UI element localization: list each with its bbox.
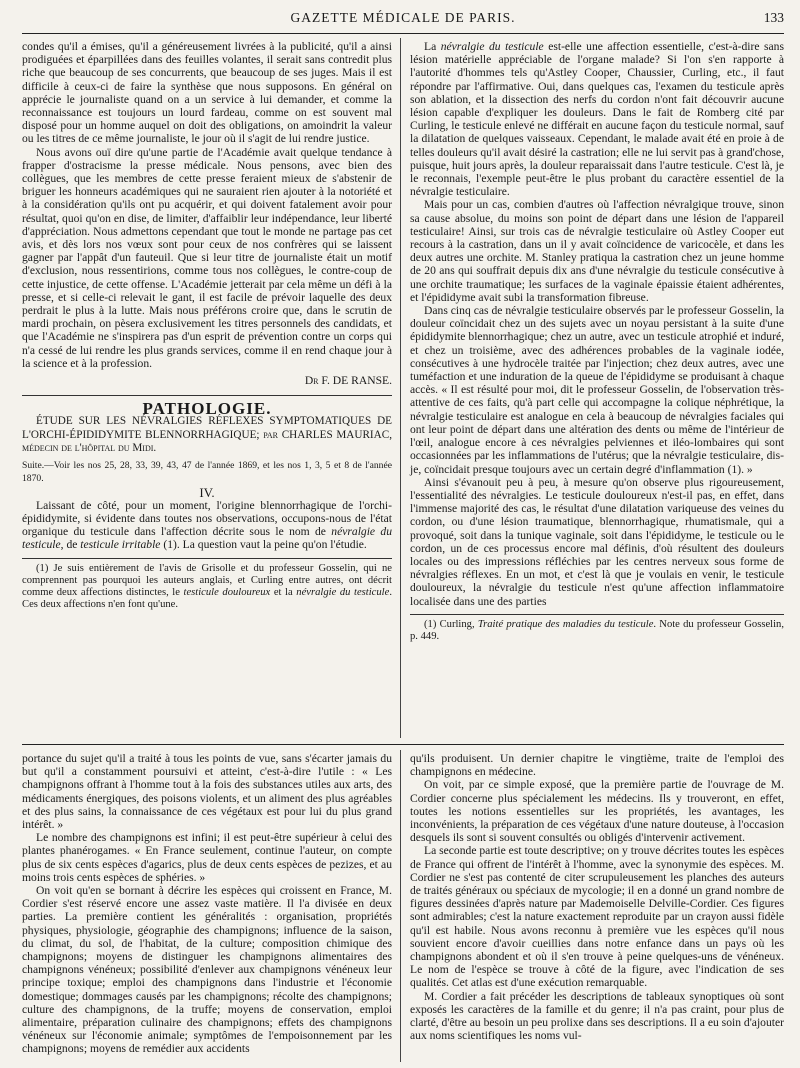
left-paragraph-2: Nous avons ouï dire qu'une partie de l'Académie avait quelque tendance à frapper d'ostracisme la presse médicale. Nous pensons, avec bien des collègues, que les membres de cette presse feraient mieux de s'abstenir de briguer les honneurs académiques qui ne sauraient rien ajouter à la notoriété et à la considération qu'ils ont pu acquérir, et qui doivent fatalement avoir pour résultat, quoi qu'on en dise, de limiter, d'affaiblir leur indépendance, leur liberté d'appréciation. Nous admettons cependant que tout le monde ne partage pas cet avis, et dès lors nos vœux sont pour ceux de nos confrères qui se laissent gagner par l'appât d'un fauteuil. Que si leur titre de journaliste était un motif d'exclusion, nous ressentirions, comme tous nos collègues, le contre-coup de cette injustice, de cette offense. L'Académie jetterait par cela même un défi à la presse, et si celle-ci relevait le gant, il est facile de prévoir laquelle des deux perdrait le plus à la lutte. Mais nous préférons croire que, dans le scrutin de mardi prochain, on pèsera exclusivement les titres personnels des candidats, et que l'Académie ne s'inspirera pas d'un esprit de prévention contre un corps qui n'a cessé de lui rendre les plus grands services, comme il en rend chaque jour à la science et à la profession. — [22, 145, 392, 370]
section-separator — [22, 395, 392, 396]
section-title: PATHOLOGIE. — [142, 399, 272, 419]
text-run: Laissant de côté, pour un moment, l'origine blennorrhagique de l'orchi-épididymite, si évidente dans toutes nos observations, occupons-nous de l'état organique du testicule dans l'affection décrite sous le nom de — [22, 498, 392, 539]
right-footnote — [410, 619, 784, 643]
bottom-left-paragraph-1: portance du sujet qu'il a traité à tous les points de vue, sans s'écarter jamais du but qu'il a constamment poursuivi et atteint, c'est-à-dire l'utile : « Les champignons offrant à l'homme tout à la fois des substances utiles aux arts, des médicaments énergiques, des poisons violents, et un aliment des plus agréables et des plus sains, la connaissance de ces végétaux est pour lui du plus grand intérêt. » — [22, 752, 392, 832]
text-run: La — [424, 40, 441, 53]
page-number: 133 — [763, 10, 784, 25]
italic-term: Traité pratique des maladies du testicule — [477, 618, 654, 630]
italic-term: testicule irritable — [80, 538, 161, 552]
article-title: ÉTUDE SUR LES NÉVRALGIES RÉFLEXES SYMPTOMATIQUES DE L'ORCHI-ÉPIDIDYMITE BLENNORRHAGIQUE; par CHARLES MAURIAC, médecin de l'hôpital du Midi. — [22, 415, 392, 454]
left-paragraph-3 — [22, 499, 392, 552]
right-paragraph-1 — [410, 40, 784, 198]
bottom-right-paragraph-2: On voit, par ce simple exposé, que la première partie de l'ouvrage de M. Cordier concerne plus spécialement les médecins. Ils y trouveront, en effet, toutes les notions essentielles sur les propriétés, les avantages, les inconvénients, la préparation de ces végétaux d'une nature douteuse, à l'occasion desquels ils sont si souvent consultés ou obligés d'intervenir activement. — [410, 778, 784, 845]
italic-term: névralgie du testicule — [22, 525, 393, 552]
bottom-right-column — [410, 752, 784, 1042]
header-rule — [22, 33, 784, 34]
right-paragraph-2: Mais pour un cas, combien d'autres où l'affection névralgique trouve, sinon sa cause absolue, du moins son point de départ dans une lésion de l'appareil testiculaire! Ainsi, sur trois cas de névralgie testiculaire où Astley Cooper eut recours à la castration, dans un il y avait coïncidence de varicocèle, et dans les deux autres une orchite. M. Stanley pratiqua la castration chez un jeune homme de 20 ans qui souffrait depuis dix ans d'une névralgie du testicule consécutive à une orchite traumatique; les surfaces de la vaginale épaissie étaient adhérentes, et l'épididyme avait subi la transformation fibreuse. — [410, 198, 784, 304]
text-run: (1) Je suis entièrement de l'avis de Grisolle et du professeur Gosselin, qui ne comprennent pas pourquoi les auteurs anglais, et Curling entre autres, ont décrit comme deux affections distinctes, le — [22, 562, 392, 598]
text-run: , de — [60, 538, 81, 552]
bottom-left-column — [22, 752, 392, 1056]
feuilleton-rule — [22, 744, 784, 745]
page-header — [22, 10, 784, 30]
bottom-right-paragraph-4: M. Cordier a fait précéder les descriptions de tableaux synoptiques où sont exposés les caractères de la famille et du genre; il n'a pas craint, pour plus de clarté, d'être au besoin un peu prolixe dans ses descriptions. Il a eu soin d'ajouter aux noms scientifiques les noms vul- — [410, 989, 784, 1043]
text-run: . Note du professeur Gosselin, p. 449. — [410, 618, 784, 642]
article-continuation-note: Suite.—Voir les nos 25, 28, 33, 39, 43, 47 de l'année 1869, et les nos 1, 3, 5 et 8 de l'année 1870. — [22, 460, 392, 485]
column-divider — [400, 38, 401, 738]
italic-term: névralgie du testicule — [296, 586, 390, 598]
chapter-number: IV. — [199, 484, 215, 500]
bottom-right-paragraph-1: qu'ils produisent. Un dernier chapitre le vingtième, traite de l'emploi des champignons en médecine. — [410, 752, 784, 779]
footnote-rule — [22, 558, 392, 559]
left-paragraph-1: condes qu'il a émises, qu'il a généreusement livrées à la publicité, qu'il a ainsi prodiguées et éparpillées dans des feuilles volantes, il serait sans contredit plus riche que beaucoup de ses concurrents, que beaucoup de ses juges. Mais il est difficile à ceux-ci de faire la synthèse que nous supposons. En général on apprécie le journaliste quand on a un service à lui demander, et comme la reconnaissance est toujours un lourd fardeau, comme on est souvent mal disposé pour un homme auquel on doit des obligations, on amoindrit la valeur ou les titres de ce même journaliste, le jour où il s'agit de lui rendre justice. — [22, 40, 392, 146]
footnote-rule — [410, 614, 784, 615]
italic-term: névralgie du testicule — [440, 40, 544, 53]
bottom-left-paragraph-2: Le nombre des champignons est infini; il est peut-être supérieur à celui des plantes phanérogames. « En France seulement, continue l'auteur, on compte plus de six cents espèces d'agarics, plus de deux cents espèces de pezizes, et au moins trois cents espèces de sphéries. » — [22, 831, 392, 884]
column-divider-bottom — [400, 750, 401, 1062]
right-paragraph-4: Ainsi s'évanouit peu à peu, à mesure qu'on observe plus rigoureusement, l'essentialité des névralgies. Le testicule douloureux n'est-il pas, en effet, dans l'immense majorité des cas, le résultat d'une dilatation variqueuse des veines du cordon, ou d'une lésion traumatique, blennorrhagique, rhumatismale, qui a provoqué, soit dans la tunique vaginale, soit dans l'épididyme, le testicule ou le cordon, un de ces processus encore mal définis, d'où résultent des douleurs locales ou des impressions réfléchies par les centres nerveux sous forme de névralgies réflexes. En un mot, et c'est là que je voulais en venir, le testicule douloureux, la névralgie du testicule n'est qu'une affection inflammatoire localisée dans une des parties — [410, 475, 784, 608]
text-run: est-elle une affection essentielle, c'est-à-dire sans lésion matérielle appréciable de l'organe malade? Si l'on s'en rapporte à l'autorité d'hommes tels qu'Astley Cooper, Chaussier, Curling, etc., il faut répondre par l'affirmative. Oui, dans quelques cas, l'examen du testicule après son ablation, et la dissection des nerfs du cordon n'ont fait découvrir aucune lésion capable d'expliquer les douleurs. Dans le fait de Romberg cité par Curling, le testicule enlevé ne différait en aucune façon du testicule normal, sauf la dilatation de quelques vaisseaux. Cependant, le malade avait été en proie à de telles douleurs qu'il avait désiré la castration; elle ne lui servit pas à grand'chose, puisque, huit jours après, la douleur reparaissait dans l'autre testicule. C'est là, je le reconnais, l'exemple peut-être le plus probant du caractère essentiel de la névralgie testiculaire. — [410, 40, 784, 199]
text-run: (1) Curling, — [424, 618, 478, 630]
text-run: (1). La question vaut la peine qu'on l'étudie. — [160, 538, 367, 552]
left-column — [22, 40, 392, 611]
text-run: et la — [270, 586, 297, 598]
bottom-left-paragraph-3: On voit qu'en se bornant à décrire les espèces qui croissent en France, M. Cordier s'est réservé encore une assez vaste matière. Il l'a divisée en deux parties. La première contient les généralités : organisation, propriétés physiques, physiologie, géographie des champignons; influence de la saison, du climat, du sol, de l'habitat, de la culture; composition chimique des champignons; moyens de distinguer les champignons alimentaires des champignons vénéneux; possibilité d'enlever aux champignons vénéneux leur principe toxique; emploi des champignons dans l'industrie et l'économie domestique; dommages causés par les champignons; récolte des champignons; culture des champignons, de la truffe; moyens de conservation, emploi alimentaire, préparation culinaire des champignons; effets des champignons vénéneux sur l'économie animale; symptômes de l'empoisonnement par les champignons; moyens de remédier aux accidents — [22, 884, 392, 1056]
right-column — [410, 40, 784, 643]
left-footnote — [22, 563, 392, 612]
journal-title: GAZETTE MÉDICALE DE PARIS. — [290, 10, 516, 25]
text-run: . Ces deux affections n'en font qu'une. — [22, 586, 392, 611]
bottom-right-paragraph-3: La seconde partie est toute descriptive; on y trouve décrites toutes les espèces de France qui offrent de l'intérêt à l'homme, avec la synonymie des espèces. M. Cordier ne s'est pas contenté de citer scrupuleusement les planches des auteurs de traités généraux ou spéciaux de mycologie; il en a donné un grand nombre de figures dessinées d'après nature par Mademoiselle Delville-Cordier. Ces figures sont admirables; c'est la nature exactement reproduite par un crayon aussi fidèle qu'il est habile. Nous avons reconnu à première vue les espèces qu'il nous souvient encore d'avoir cueillies dans notre enfance dans un pays où les champignons abondent et où il s'en trouve à peine quelques-uns de vénéneux. Le nom de l'espèce se trouve à côté de la figure, avec l'indication de ses qualités. Cet atlas est d'une exécution remarquable. — [410, 844, 784, 990]
signature: Dr F. DE RANSE. — [304, 374, 392, 388]
right-paragraph-3: Dans cinq cas de névralgie testiculaire observés par le professeur Gosselin, la douleur coïncidait chez un des sujets avec un noyau persistant à la suite d'une épididymite blennorrhagique; chez un autre, avec un testicule atrophié et induré, et chez un troisième, avec des adhérences probables de la vaginale iodée, consécutives à une hydrocèle traitée par l'injection; chez deux autres, avec une tuméfaction et une induration de la queue de l'épididyme se produisant à chaque accès. « Il est résulté pour moi, dit le professeur Gosselin, de l'observation très-attentive de ces faits, qu'à part celle qui accompagne la colique néphrétique, la névralgie testiculaire est analogue en cela à beaucoup de névralgies faciales qui ont leur point de départ dans une altération des dents ou même de l'intérieur de l'œil, analogue encore à ces névralgies pelviennes et iléo-lombaires qui sont occasionnées par les inflammations de l'utérus; que la névralgie testiculaire, dis-je, coïncidait presque toujours avec un certain degré d'inflammation (1). » — [410, 304, 784, 476]
italic-term: testicule douloureux — [183, 586, 271, 598]
